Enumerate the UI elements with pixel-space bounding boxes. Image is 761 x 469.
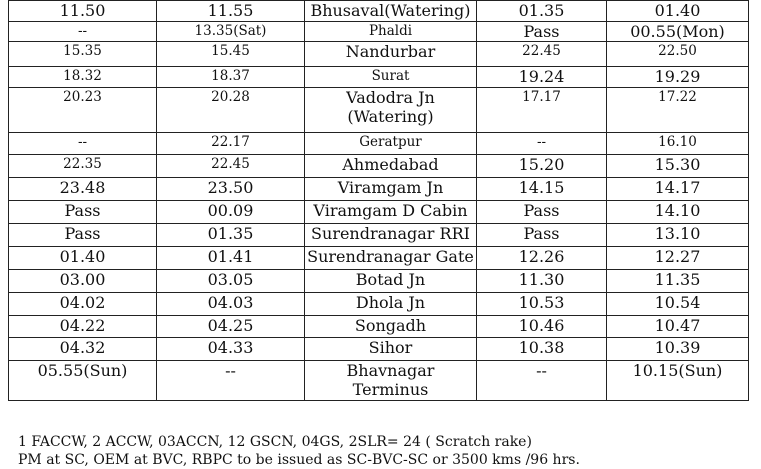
cell-departure-up: 19.29 — [607, 67, 749, 88]
table-row — [9, 293, 749, 316]
cell-arrival-up: 17.17 — [477, 88, 607, 133]
cell-arrival-up: 14.15 — [477, 178, 607, 201]
cell-arrival-up: -- — [477, 133, 607, 155]
cell-departure-up: 11.35 — [607, 270, 749, 293]
cell-arrival-down: 04.02 — [9, 293, 157, 316]
cell-departure-down: 22.17 — [157, 133, 305, 155]
table-row — [9, 155, 749, 178]
cell-arrival-up: 10.53 — [477, 293, 607, 316]
cell-arrival-down: 03.00 — [9, 270, 157, 293]
cell-arrival-up: 01.35 — [477, 1, 607, 22]
cell-station: Geratpur — [305, 133, 477, 155]
table-row — [9, 88, 749, 133]
cell-departure-up: 22.50 — [607, 42, 749, 67]
cell-station: Songadh — [305, 316, 477, 338]
cell-departure-down: 23.50 — [157, 178, 305, 201]
cell-arrival-down: 01.40 — [9, 247, 157, 270]
cell-arrival-up: Pass — [477, 22, 607, 42]
cell-arrival-down: -- — [9, 22, 157, 42]
cell-departure-up: 16.10 — [607, 133, 749, 155]
table-row — [9, 133, 749, 155]
cell-departure-down: -- — [157, 361, 305, 401]
table-row — [9, 224, 749, 247]
cell-station: Phaldi — [305, 22, 477, 42]
cell-arrival-down: 20.23 — [9, 88, 157, 133]
cell-arrival-up: 10.38 — [477, 338, 607, 361]
cell-departure-up: 14.17 — [607, 178, 749, 201]
cell-arrival-down: 18.32 — [9, 67, 157, 88]
cell-departure-down: 03.05 — [157, 270, 305, 293]
table-row — [9, 201, 749, 224]
cell-arrival-up: 10.46 — [477, 316, 607, 338]
cell-departure-up: 10.15(Sun) — [607, 361, 749, 401]
cell-departure-up: 10.47 — [607, 316, 749, 338]
cell-station: Vadodra Jn (Watering) — [305, 88, 477, 133]
cell-arrival-down: 22.35 — [9, 155, 157, 178]
cell-departure-down: 15.45 — [157, 42, 305, 67]
cell-station: Surendranagar RRI — [305, 224, 477, 247]
timetable-body — [9, 1, 749, 401]
cell-arrival-down: 04.22 — [9, 316, 157, 338]
cell-departure-up: 10.54 — [607, 293, 749, 316]
cell-departure-up: 15.30 — [607, 155, 749, 178]
cell-arrival-down: 11.50 — [9, 1, 157, 22]
cell-arrival-up: 11.30 — [477, 270, 607, 293]
cell-departure-up: 14.10 — [607, 201, 749, 224]
cell-arrival-down: Pass — [9, 201, 157, 224]
cell-station: Bhusaval(Watering) — [305, 1, 477, 22]
cell-arrival-up: 19.24 — [477, 67, 607, 88]
cell-departure-down: 11.55 — [157, 1, 305, 22]
cell-station: Surendranagar Gate — [305, 247, 477, 270]
cell-departure-down: 04.03 — [157, 293, 305, 316]
table-row — [9, 247, 749, 270]
cell-departure-down: 13.35(Sat) — [157, 22, 305, 42]
cell-departure-down: 20.28 — [157, 88, 305, 133]
cell-arrival-up: 22.45 — [477, 42, 607, 67]
cell-station: Surat — [305, 67, 477, 88]
note-line: 1 FACCW, 2 ACCW, 03ACCN, 12 GSCN, 04GS, 2SLR= 24 ( Scratch rake) — [18, 434, 532, 450]
cell-arrival-up: Pass — [477, 224, 607, 247]
cell-arrival-down: 04.32 — [9, 338, 157, 361]
cell-departure-up: 12.27 — [607, 247, 749, 270]
cell-departure-down: 04.25 — [157, 316, 305, 338]
table-row — [9, 270, 749, 293]
cell-arrival-down: 23.48 — [9, 178, 157, 201]
cell-departure-down: 18.37 — [157, 67, 305, 88]
cell-station: Ahmedabad — [305, 155, 477, 178]
cell-station: Viramgam Jn — [305, 178, 477, 201]
table-row — [9, 178, 749, 201]
table-row — [9, 1, 749, 22]
table-row — [9, 316, 749, 338]
cell-departure-down: 22.45 — [157, 155, 305, 178]
cell-departure-up: 01.40 — [607, 1, 749, 22]
notes — [18, 433, 580, 469]
cell-departure-down: 01.35 — [157, 224, 305, 247]
table-row — [9, 338, 749, 361]
table-row — [9, 22, 749, 42]
cell-station: Nandurbar — [305, 42, 477, 67]
cell-arrival-down: Pass — [9, 224, 157, 247]
cell-departure-up: 00.55(Mon) — [607, 22, 749, 42]
cell-arrival-up: 15.20 — [477, 155, 607, 178]
table-row — [9, 42, 749, 67]
cell-arrival-down: -- — [9, 133, 157, 155]
timetable — [8, 0, 749, 401]
cell-departure-down: 04.33 — [157, 338, 305, 361]
cell-departure-down: 00.09 — [157, 201, 305, 224]
cell-departure-up: 13.10 — [607, 224, 749, 247]
cell-arrival-up: 12.26 — [477, 247, 607, 270]
table-row — [9, 67, 749, 88]
cell-station: Sihor — [305, 338, 477, 361]
cell-arrival-up: Pass — [477, 201, 607, 224]
cell-departure-down: 01.41 — [157, 247, 305, 270]
cell-station: Dhola Jn — [305, 293, 477, 316]
cell-station: Bhavnagar Terminus — [305, 361, 477, 401]
cell-station: Viramgam D Cabin — [305, 201, 477, 224]
note-line: PM at SC, OEM at BVC, RBPC to be issued as SC-BVC-SC or 3500 kms /96 hrs. — [18, 452, 580, 468]
cell-station: Botad Jn — [305, 270, 477, 293]
cell-arrival-down: 05.55(Sun) — [9, 361, 157, 401]
table-row — [9, 361, 749, 401]
cell-departure-up: 17.22 — [607, 88, 749, 133]
cell-arrival-down: 15.35 — [9, 42, 157, 67]
cell-departure-up: 10.39 — [607, 338, 749, 361]
cell-arrival-up: -- — [477, 361, 607, 401]
